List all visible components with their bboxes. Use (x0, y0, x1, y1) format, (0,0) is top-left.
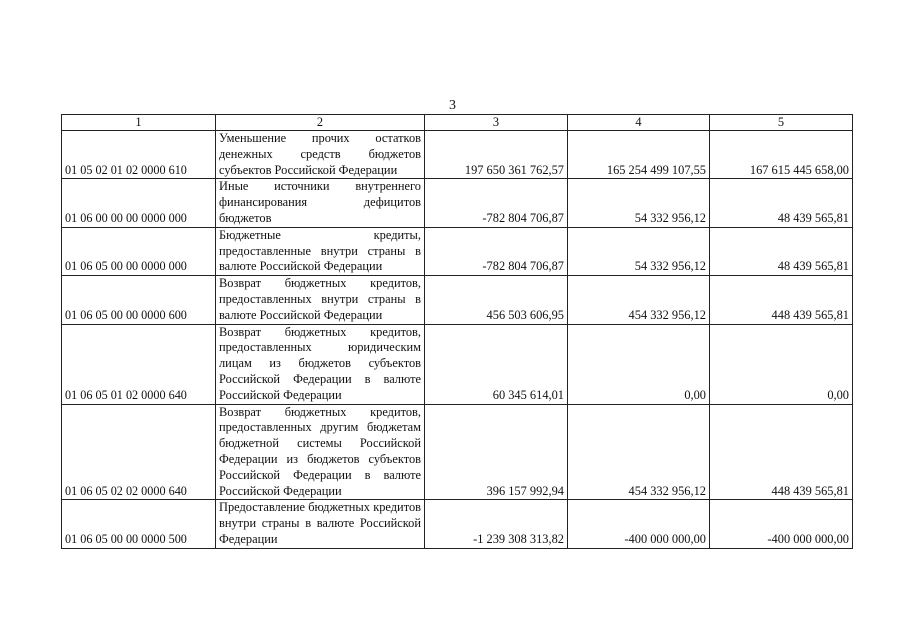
amount-column-5: 48 439 565,81 (710, 227, 853, 275)
item-name: Возврат бюджетных кредитов, предоставленных другим бюджетам бюджетной системы Российской Федерации из бюджетов субъектов Российской Федерации в валюте Российской Федерации (216, 404, 425, 500)
amount-column-3: 60 345 614,01 (425, 324, 568, 404)
amount-column-3: -1 239 308 313,82 (425, 500, 568, 548)
amount-column-5: 48 439 565,81 (710, 179, 853, 227)
amount-column-3: 396 157 992,94 (425, 404, 568, 500)
table-row (62, 131, 853, 179)
page-number: 3 (449, 98, 456, 113)
classification-code: 01 06 05 00 00 0000 600 (62, 276, 216, 324)
table-row (62, 500, 853, 548)
table-row (62, 227, 853, 275)
column-header-5: 5 (710, 115, 853, 131)
column-header-1: 1 (62, 115, 216, 131)
amount-column-3: -782 804 706,87 (425, 227, 568, 275)
amount-column-5: -400 000 000,00 (710, 500, 853, 548)
amount-column-4: 454 332 956,12 (568, 276, 710, 324)
amount-column-5: 0,00 (710, 324, 853, 404)
item-name: Возврат бюджетных кредитов, предоставленных внутри страны в валюте Российской Федерации (216, 276, 425, 324)
amount-column-5: 167 615 445 658,00 (710, 131, 853, 179)
classification-code: 01 06 00 00 00 0000 000 (62, 179, 216, 227)
amount-column-4: -400 000 000,00 (568, 500, 710, 548)
item-name: Предоставление бюджетных кредитов внутри страны в валюте Российской Федерации (216, 500, 425, 548)
amount-column-3: 197 650 361 762,57 (425, 131, 568, 179)
column-header-2: 2 (216, 115, 425, 131)
classification-code: 01 06 05 00 00 0000 500 (62, 500, 216, 548)
column-header-3: 3 (425, 115, 568, 131)
amount-column-3: -782 804 706,87 (425, 179, 568, 227)
classification-code: 01 06 05 01 02 0000 640 (62, 324, 216, 404)
table-row (62, 179, 853, 227)
amount-column-4: 165 254 499 107,55 (568, 131, 710, 179)
classification-code: 01 06 05 00 00 0000 000 (62, 227, 216, 275)
budget-sources-table (61, 114, 853, 549)
table-row (62, 404, 853, 500)
table-header-row (62, 115, 853, 131)
column-header-4: 4 (568, 115, 710, 131)
table-row (62, 324, 853, 404)
amount-column-5: 448 439 565,81 (710, 276, 853, 324)
amount-column-4: 0,00 (568, 324, 710, 404)
table-row (62, 276, 853, 324)
classification-code: 01 05 02 01 02 0000 610 (62, 131, 216, 179)
amount-column-5: 448 439 565,81 (710, 404, 853, 500)
item-name: Бюджетные кредиты, предоставленные внутри страны в валюте Российской Федерации (216, 227, 425, 275)
item-name: Иные источники внутреннего финансирования дефицитов бюджетов (216, 179, 425, 227)
amount-column-4: 54 332 956,12 (568, 179, 710, 227)
amount-column-4: 454 332 956,12 (568, 404, 710, 500)
item-name: Возврат бюджетных кредитов, предоставленных юридическим лицам из бюджетов субъектов Российской Федерации в валюте Российской Федерации (216, 324, 425, 404)
amount-column-3: 456 503 606,95 (425, 276, 568, 324)
amount-column-4: 54 332 956,12 (568, 227, 710, 275)
classification-code: 01 06 05 02 02 0000 640 (62, 404, 216, 500)
item-name: Уменьшение прочих остатков денежных средств бюджетов субъектов Российской Федерации (216, 131, 425, 179)
